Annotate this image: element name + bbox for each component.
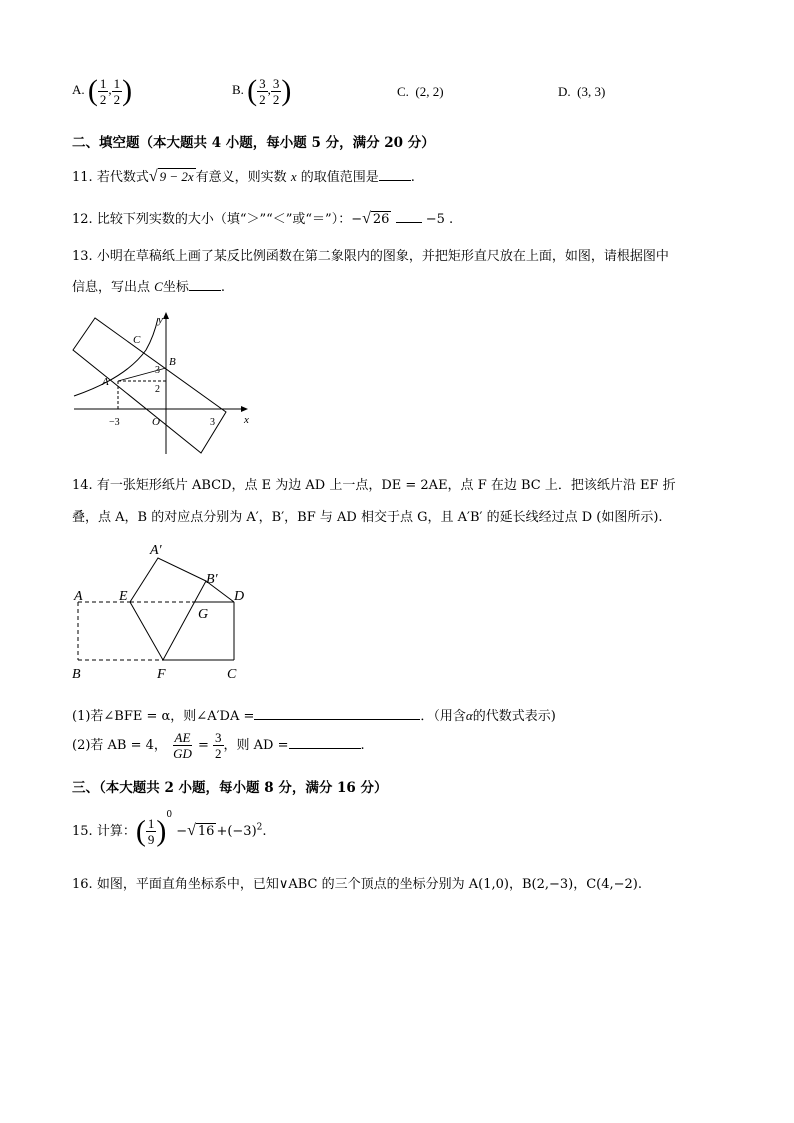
question-15: 15. 计算：( $\frac{1}{9}$ )$^0$ −√ $16 +(-3)^2$. <box>72 810 267 848</box>
question-13-line2: 信息，写出点 C坐标 . <box>72 279 225 295</box>
option-a: A. ( $\frac{1}{2}$ , $\frac{1}{2}$ ) <box>72 74 133 107</box>
question-12: 12. 比较下列实数的大小（填“＞”“＜”或“＝”）：−√ 26 −5 . <box>72 210 454 227</box>
tick-3-x: 3 <box>210 417 215 428</box>
question-14-line2: 叠，点 A，B 的对应点分别为 A′，B′，BF 与 AD 相交于点 G，且 A′B′ 的延长线经过点 D (如图所示). <box>72 510 663 525</box>
answer-blank[interactable] <box>189 290 221 291</box>
label-g: G <box>198 607 209 622</box>
point-c-label: C <box>133 334 141 346</box>
point-a-label: A <box>102 376 109 388</box>
label-a: A <box>74 589 83 604</box>
origin-label: O <box>152 416 160 428</box>
label-b-prime: B′ <box>206 572 218 587</box>
label-b: B <box>72 667 81 682</box>
answer-blank[interactable] <box>396 222 422 223</box>
option-d: D. (3, 3) <box>558 84 606 99</box>
tick-neg3-x: −3 <box>109 417 120 428</box>
label-f: F <box>157 667 166 682</box>
option-c: C. (2, 2) <box>397 84 444 99</box>
tick-3-y: 3 <box>155 365 160 376</box>
answer-blank[interactable] <box>254 719 420 720</box>
section-2-title: 二、填空题（本大题共 4 小题，每小题 5 分，满分 20 分） <box>72 135 435 151</box>
x-label: x <box>244 414 249 426</box>
section-3-title: 三、（本大题共 2 小题，每小题 8 分，满分 16 分） <box>72 780 388 796</box>
ruler-rectangle <box>73 318 226 453</box>
figure-14-folding-diagram <box>66 536 266 684</box>
question-16: 16. 如图，平面直角坐标系中，已知∨ABC 的三个顶点的坐标分别为 A(1,0)，B(2,−3)，C(4,−2). <box>72 877 642 892</box>
figure-13-coordinate-diagram <box>66 306 256 456</box>
label-d: D <box>234 589 245 604</box>
option-b-label: B. <box>232 81 244 97</box>
point-b-label: B <box>169 356 176 368</box>
tick-2-y: 2 <box>155 384 160 395</box>
y-label: y <box>158 314 163 326</box>
folded-flap <box>130 558 209 660</box>
option-a-label: A. <box>72 81 85 97</box>
option-b: B. ( $\frac{3}{2}$ , $\frac{3}{2}$ ) <box>232 74 292 107</box>
label-e: E <box>119 589 128 604</box>
question-13-line1: 13. 小明在草稿纸上画了某反比例函数在第二象限内的图象，并把矩形直尺放在上面，如图，请根据图中 <box>72 249 669 264</box>
answer-blank[interactable] <box>289 748 361 749</box>
answer-blank[interactable] <box>379 180 411 181</box>
label-a-prime: A′ <box>150 543 162 558</box>
label-c: C <box>227 667 237 682</box>
question-11: 11. 若代数式√ 9 − 2x 有意义，则实数 x 的取值范围是 . <box>72 168 415 185</box>
question-14-part2: (2)若 AB = 4， $\frac{AE}{GD}$ = $\frac{3}{2}$ ，则 AD = . <box>72 730 365 761</box>
question-14-part1: (1)若∠BFE = α，则∠A′DA = ．（用含α的代数式表示) <box>72 708 556 724</box>
question-14-line1: 14. 有一张矩形纸片 ABCD，点 E 为边 AD 上一点，DE = 2AE，点 F 在边 BC 上．把该纸片沿 EF 折 <box>72 478 676 493</box>
